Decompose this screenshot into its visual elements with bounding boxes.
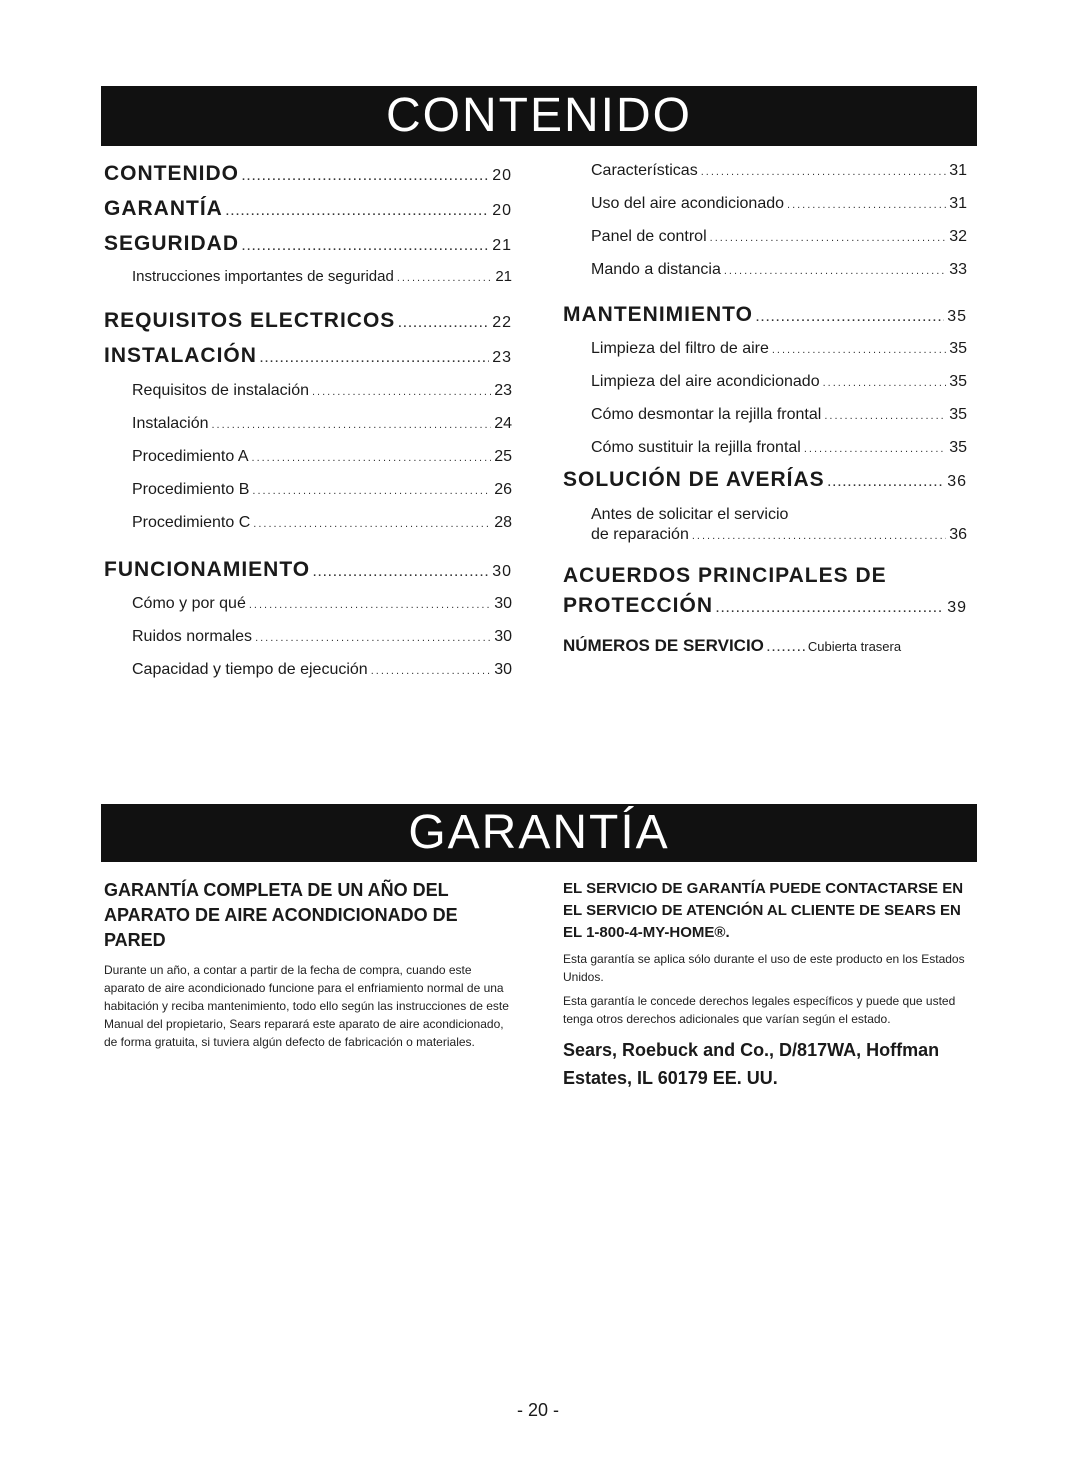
toc-entry-page: 35 bbox=[947, 308, 967, 325]
dot-leader bbox=[692, 526, 946, 544]
toc-subentry-page: 30 bbox=[494, 628, 512, 645]
dot-leader bbox=[242, 162, 489, 186]
toc-entry-contenido[interactable] bbox=[104, 162, 512, 186]
toc-subentry-title: Características bbox=[591, 162, 698, 179]
toc-subentry-title: Cómo desmontar la rejilla frontal bbox=[591, 406, 822, 423]
dot-leader bbox=[724, 261, 946, 279]
dot-leader bbox=[710, 228, 947, 246]
toc-subentry-title: Panel de control bbox=[591, 228, 707, 245]
dot-leader bbox=[828, 468, 945, 492]
toc-subentry-page: 30 bbox=[494, 661, 512, 678]
toc-subentry-title: Instalación bbox=[132, 415, 209, 432]
toc-subentry-title: Ruidos normales bbox=[132, 628, 253, 645]
dot-leader bbox=[260, 344, 489, 368]
warranty-scope-text: Esta garantía se aplica sólo durante el uso de este producto en los Estados Unidos. bbox=[563, 952, 965, 984]
toc-subentry-page: 25 bbox=[494, 448, 512, 465]
toc-subentry-title: Limpieza del aire acondicionado bbox=[591, 373, 820, 390]
dot-leader bbox=[756, 303, 944, 327]
warranty-body: Durante un año, a contar a partir de la fecha de compra, cuando este aparato de aire acondicionado funcione para el enfriamiento normal de una habitación y reciba mantenimiento, todo ello según las instrucciones de este Manual del propietario, Sears reparará este aparato de aire acondicionado, de forma gratuita, si tuviera algún defecto de fabricación o materiales. bbox=[104, 963, 509, 1049]
toc-subentry[interactable] bbox=[104, 448, 512, 466]
toc-entry-solucion[interactable] bbox=[563, 468, 967, 492]
toc-subentry[interactable] bbox=[104, 514, 512, 532]
contents-banner-title: CONTENIDO bbox=[386, 89, 692, 142]
dot-leader bbox=[804, 439, 946, 457]
dot-leader bbox=[716, 594, 944, 618]
toc-subentry[interactable] bbox=[104, 595, 512, 613]
toc-subentry-page: 28 bbox=[494, 514, 512, 531]
toc-subentry-title: Uso del aire acondicionado bbox=[591, 195, 785, 212]
dot-leader bbox=[253, 514, 491, 532]
dot-leader bbox=[701, 162, 947, 180]
toc-entry-title: REQUISITOS ELECTRICOS bbox=[104, 309, 396, 332]
toc-subentry[interactable] bbox=[563, 439, 967, 457]
page-number: - 20 - bbox=[516, 1400, 559, 1420]
toc-subentry[interactable] bbox=[104, 481, 512, 499]
dot-leader bbox=[312, 382, 491, 400]
toc-subentry-page: 35 bbox=[949, 340, 967, 357]
toc-entry-title: NÚMEROS DE SERVICIO bbox=[563, 636, 764, 655]
toc-entry-seguridad[interactable] bbox=[104, 232, 512, 256]
toc-subentry[interactable] bbox=[563, 228, 967, 246]
toc-subentry[interactable] bbox=[563, 406, 967, 424]
toc-entry-funcionamiento[interactable] bbox=[104, 558, 512, 582]
toc-subentry-page: 30 bbox=[494, 595, 512, 612]
toc-subentry[interactable] bbox=[563, 162, 967, 180]
warranty-rights-text: Esta garantía le concede derechos legales específicos y puede que usted tenga otros derechos adicionales que varían según el estado. bbox=[563, 994, 956, 1026]
toc-entry-acuerdos[interactable] bbox=[563, 564, 967, 618]
toc-entry-title-line1: ACUERDOS PRINCIPALES DE bbox=[563, 564, 887, 587]
dot-leader bbox=[242, 232, 489, 256]
toc-subentry-title: Instrucciones importantes de seguridad bbox=[132, 268, 394, 285]
dot-leader bbox=[252, 481, 491, 499]
toc-right-column bbox=[563, 160, 967, 656]
toc-subentry-line2 bbox=[591, 526, 967, 544]
toc-subentry-page: 31 bbox=[949, 162, 967, 179]
toc-subentry-page: 33 bbox=[949, 261, 967, 278]
toc-subentry-page: 21 bbox=[495, 268, 512, 285]
warranty-heading: GARANTÍA COMPLETA DE UN AÑO DEL APARATO DE AIRE ACONDICIONADO DE PARED bbox=[104, 880, 458, 950]
toc-entry-garantia[interactable] bbox=[104, 197, 512, 221]
toc-subentry-page: 23 bbox=[494, 382, 512, 399]
toc-subentry-title: Cómo sustituir la rejilla frontal bbox=[591, 439, 801, 456]
toc-entry-page: Cubierta trasera bbox=[807, 639, 902, 654]
toc-entry-mantenimiento[interactable] bbox=[563, 303, 967, 327]
warranty-right-column bbox=[563, 878, 973, 1092]
dot-leader bbox=[252, 448, 492, 466]
toc-subentry-page: 31 bbox=[949, 195, 967, 212]
dot-leader bbox=[397, 268, 493, 285]
toc-entry-title: FUNCIONAMIENTO bbox=[104, 558, 311, 581]
toc-subentry[interactable] bbox=[563, 195, 967, 213]
sears-address: Sears, Roebuck and Co., D/817WA, Hoffman Estates, IL 60179 EE. UU. bbox=[563, 1040, 940, 1088]
toc-subentry-title: Cómo y por qué bbox=[132, 595, 246, 612]
toc-subentry[interactable] bbox=[104, 661, 512, 679]
toc-subentry-page: 35 bbox=[949, 439, 967, 456]
dot-leader bbox=[226, 197, 489, 221]
toc-entry-page: 36 bbox=[947, 473, 967, 490]
toc-subentry[interactable] bbox=[104, 268, 512, 285]
contents-banner bbox=[101, 86, 977, 146]
toc-subentry-title: Mando a distancia bbox=[591, 261, 721, 278]
toc-entry-page: 20 bbox=[492, 202, 512, 219]
toc-entry-numeros[interactable] bbox=[563, 636, 967, 656]
toc-left-column bbox=[104, 160, 512, 679]
toc-entry-instalacion[interactable] bbox=[104, 344, 512, 368]
toc-entry-title: GARANTÍA bbox=[104, 197, 223, 220]
toc-subentry-page: 35 bbox=[949, 373, 967, 390]
toc-subentry-title-line2: de reparación bbox=[591, 526, 689, 543]
warranty-banner bbox=[101, 804, 977, 862]
toc-subentry[interactable] bbox=[104, 628, 512, 646]
toc-entry-title: SOLUCIÓN DE AVERÍAS bbox=[563, 468, 825, 491]
toc-subentry[interactable] bbox=[563, 261, 967, 279]
dot-leader bbox=[371, 661, 492, 679]
toc-entry-line2 bbox=[563, 594, 967, 618]
toc-subentry-page: 26 bbox=[494, 481, 512, 498]
toc-entry-title: MANTENIMIENTO bbox=[563, 303, 753, 326]
dot-leader bbox=[823, 373, 947, 391]
toc-entry-page: 30 bbox=[492, 563, 512, 580]
dot-leader bbox=[398, 309, 489, 333]
toc-subentry-title-line1: Antes de solicitar el servicio bbox=[591, 506, 789, 523]
toc-subentry[interactable] bbox=[104, 415, 512, 433]
toc-subentry-title: Procedimiento C bbox=[132, 514, 251, 531]
toc-entry-page: 22 bbox=[492, 314, 512, 331]
toc-subentry-page: 32 bbox=[949, 228, 967, 245]
warranty-banner-title: GARANTÍA bbox=[408, 806, 670, 859]
toc-subentry-page: 35 bbox=[949, 406, 967, 423]
toc-subentry[interactable] bbox=[563, 373, 967, 391]
toc-entry-page: 39 bbox=[947, 599, 967, 616]
toc-entry-requisitos[interactable] bbox=[104, 309, 512, 333]
dot-leader bbox=[787, 195, 946, 213]
toc-subentry-title: Procedimiento A bbox=[132, 448, 249, 465]
dot-leader bbox=[824, 406, 946, 424]
toc-entry-title: CONTENIDO bbox=[104, 162, 239, 185]
toc-subentry-title: Procedimiento B bbox=[132, 481, 250, 498]
toc-entry-page: 20 bbox=[492, 167, 512, 184]
toc-entry-title: INSTALACIÓN bbox=[104, 344, 257, 367]
toc-subentry-title: Limpieza del filtro de aire bbox=[591, 340, 769, 357]
dot-leader bbox=[767, 636, 805, 656]
dot-leader bbox=[255, 628, 491, 646]
toc-entry-title: SEGURIDAD bbox=[104, 232, 240, 255]
dot-leader bbox=[313, 558, 489, 582]
dot-leader bbox=[772, 340, 946, 358]
toc-subentry[interactable] bbox=[563, 340, 967, 358]
warranty-left-column bbox=[104, 878, 514, 1051]
toc-subentry-page: 24 bbox=[494, 415, 512, 432]
service-contact-heading: EL SERVICIO DE GARANTÍA PUEDE CONTACTARSE EN EL SERVICIO DE ATENCIÓN AL CLIENTE DE SEARS EN EL 1-800-4-MY-HOME®. bbox=[563, 880, 964, 941]
dot-leader bbox=[212, 415, 492, 433]
dot-leader bbox=[249, 595, 491, 613]
toc-entry-page: 23 bbox=[492, 349, 512, 366]
toc-entry-page: 21 bbox=[492, 237, 512, 254]
toc-subentry-title: Requisitos de instalación bbox=[132, 382, 309, 399]
toc-subentry[interactable] bbox=[104, 382, 512, 400]
toc-subentry-multiline[interactable] bbox=[563, 506, 967, 544]
toc-subentry-page: 36 bbox=[949, 526, 967, 543]
toc-entry-title-line2: PROTECCIÓN bbox=[563, 594, 714, 617]
toc-subentry-title: Capacidad y tiempo de ejecución bbox=[132, 661, 368, 678]
